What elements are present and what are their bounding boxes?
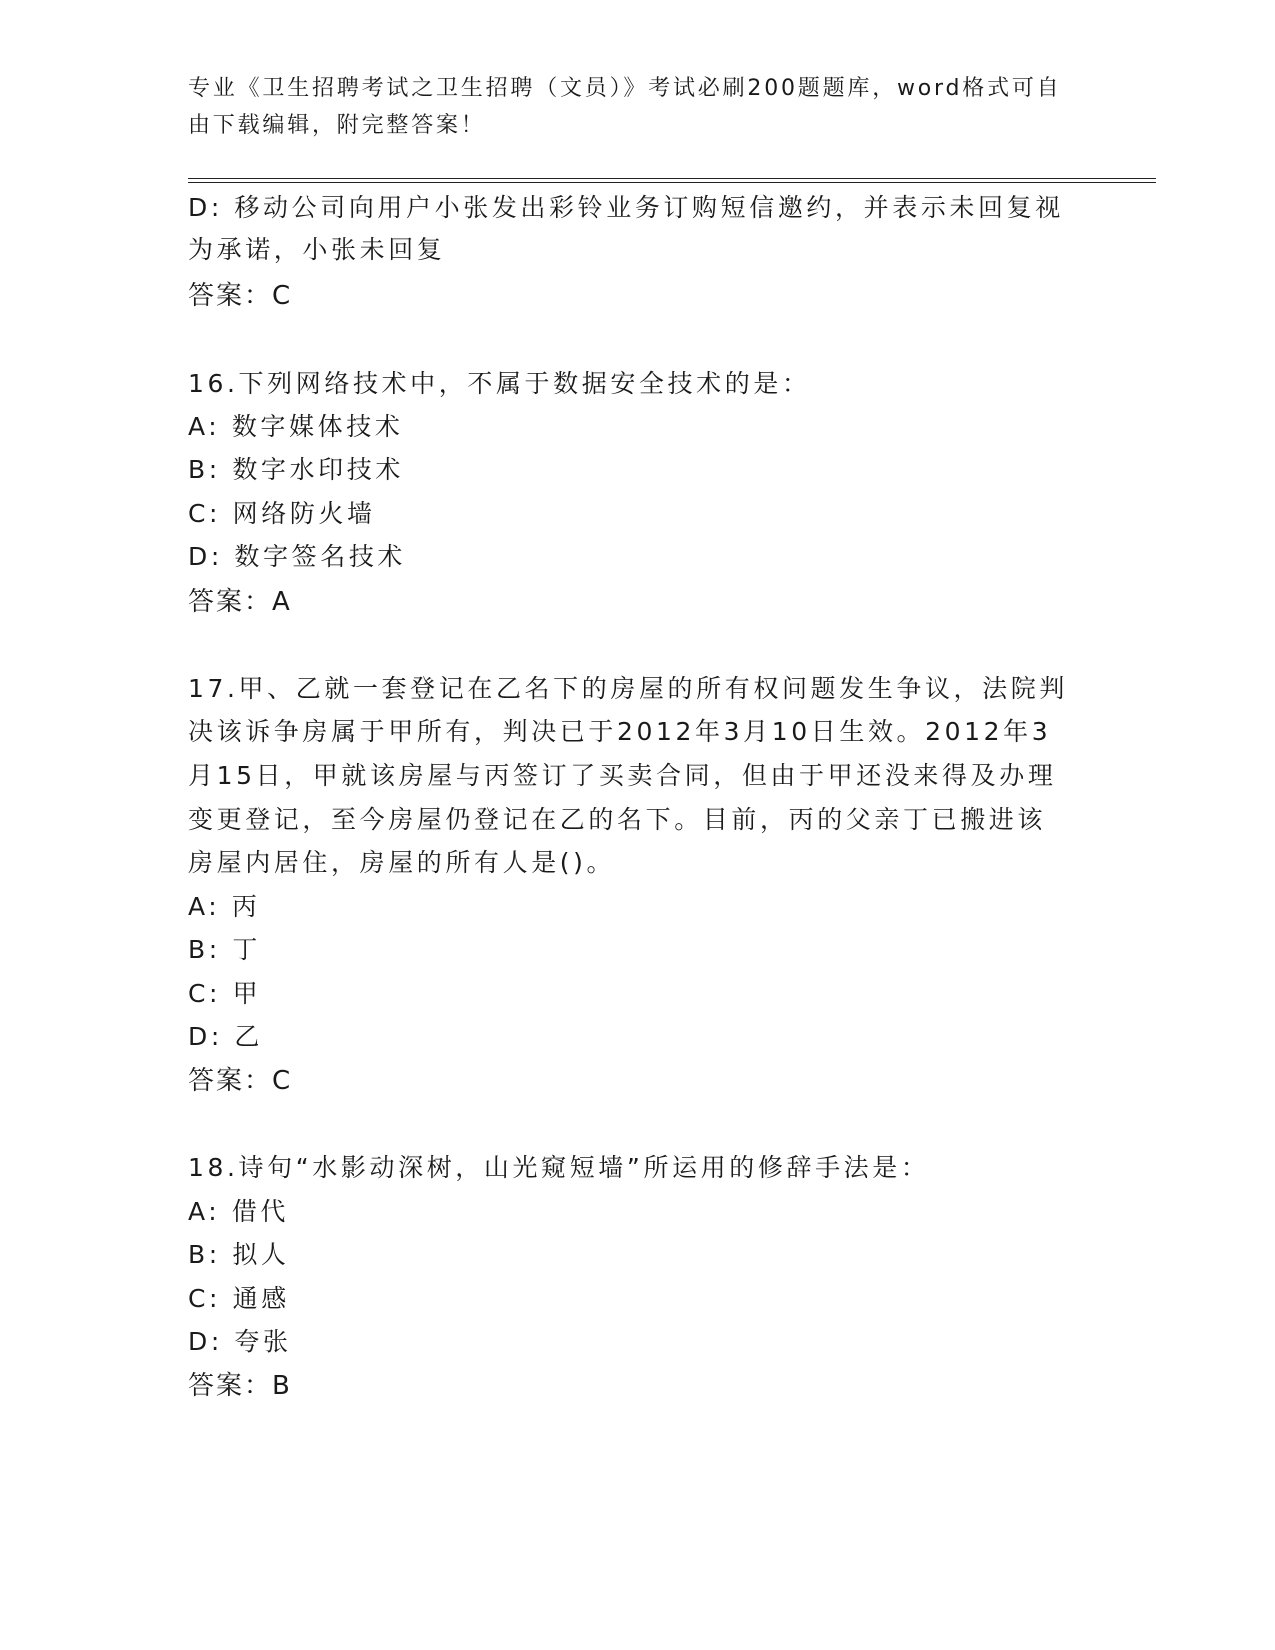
prev-option-d-line2: 为承诺，小张未回复 xyxy=(188,235,446,264)
question-16-answer: 答案：A xyxy=(188,587,292,617)
question-17-option-c: C: 甲 xyxy=(188,979,262,1008)
question-18-option-b: B: 拟人 xyxy=(188,1240,290,1269)
question-16-stem: 16.下列网络技术中，不属于数据安全技术的是： xyxy=(188,369,811,398)
question-17-stem-line1: 17.甲、乙就一套登记在乙名下的房屋的所有权问题发生争议，法院判 xyxy=(188,674,1068,703)
prev-option-d-line1: D: 移动公司向用户小张发出彩铃业务订购短信邀约，并表示未回复视 xyxy=(188,193,1064,222)
question-17-stem-line4: 变更登记，至今房屋仍登记在乙的名下。目前，丙的父亲丁已搬进该 xyxy=(188,805,1047,834)
question-16-option-b: B: 数字水印技术 xyxy=(188,455,404,484)
prev-answer: 答案：C xyxy=(188,281,293,311)
question-18-option-a: A: 借代 xyxy=(188,1197,290,1226)
question-17-option-b: B: 丁 xyxy=(188,935,261,964)
question-17-stem-line5: 房屋内居住，房屋的所有人是()。 xyxy=(188,848,616,877)
question-16-option-a: A: 数字媒体技术 xyxy=(188,412,404,441)
question-18-stem: 18.诗句“水影动深树，山光窥短墙”所运用的修辞手法是： xyxy=(188,1153,930,1182)
question-16-option-d: D: 数字签名技术 xyxy=(188,542,407,571)
question-16-option-c: C: 网络防火墙 xyxy=(188,499,376,528)
question-18-option-d: D: 夸张 xyxy=(188,1327,292,1356)
question-17-option-a: A: 丙 xyxy=(188,892,261,921)
question-17-option-d: D: 乙 xyxy=(188,1022,264,1051)
header-divider xyxy=(188,178,1156,183)
question-18-option-c: C: 通感 xyxy=(188,1284,290,1313)
question-17-stem-line2: 决该诉争房属于甲所有，判决已于2012年3月10日生效。2012年3 xyxy=(188,717,1052,746)
question-17-stem-line3: 月15日，甲就该房屋与丙签订了买卖合同，但由于甲还没来得及办理 xyxy=(188,761,1057,790)
page-header-title: 专业《卫生招聘考试之卫生招聘（文员）》考试必刷200题题库，word格式可自由下载编辑，附完整答案！ xyxy=(188,76,1062,138)
question-17-answer: 答案：C xyxy=(188,1066,293,1096)
question-18-answer: 答案：B xyxy=(188,1371,292,1401)
